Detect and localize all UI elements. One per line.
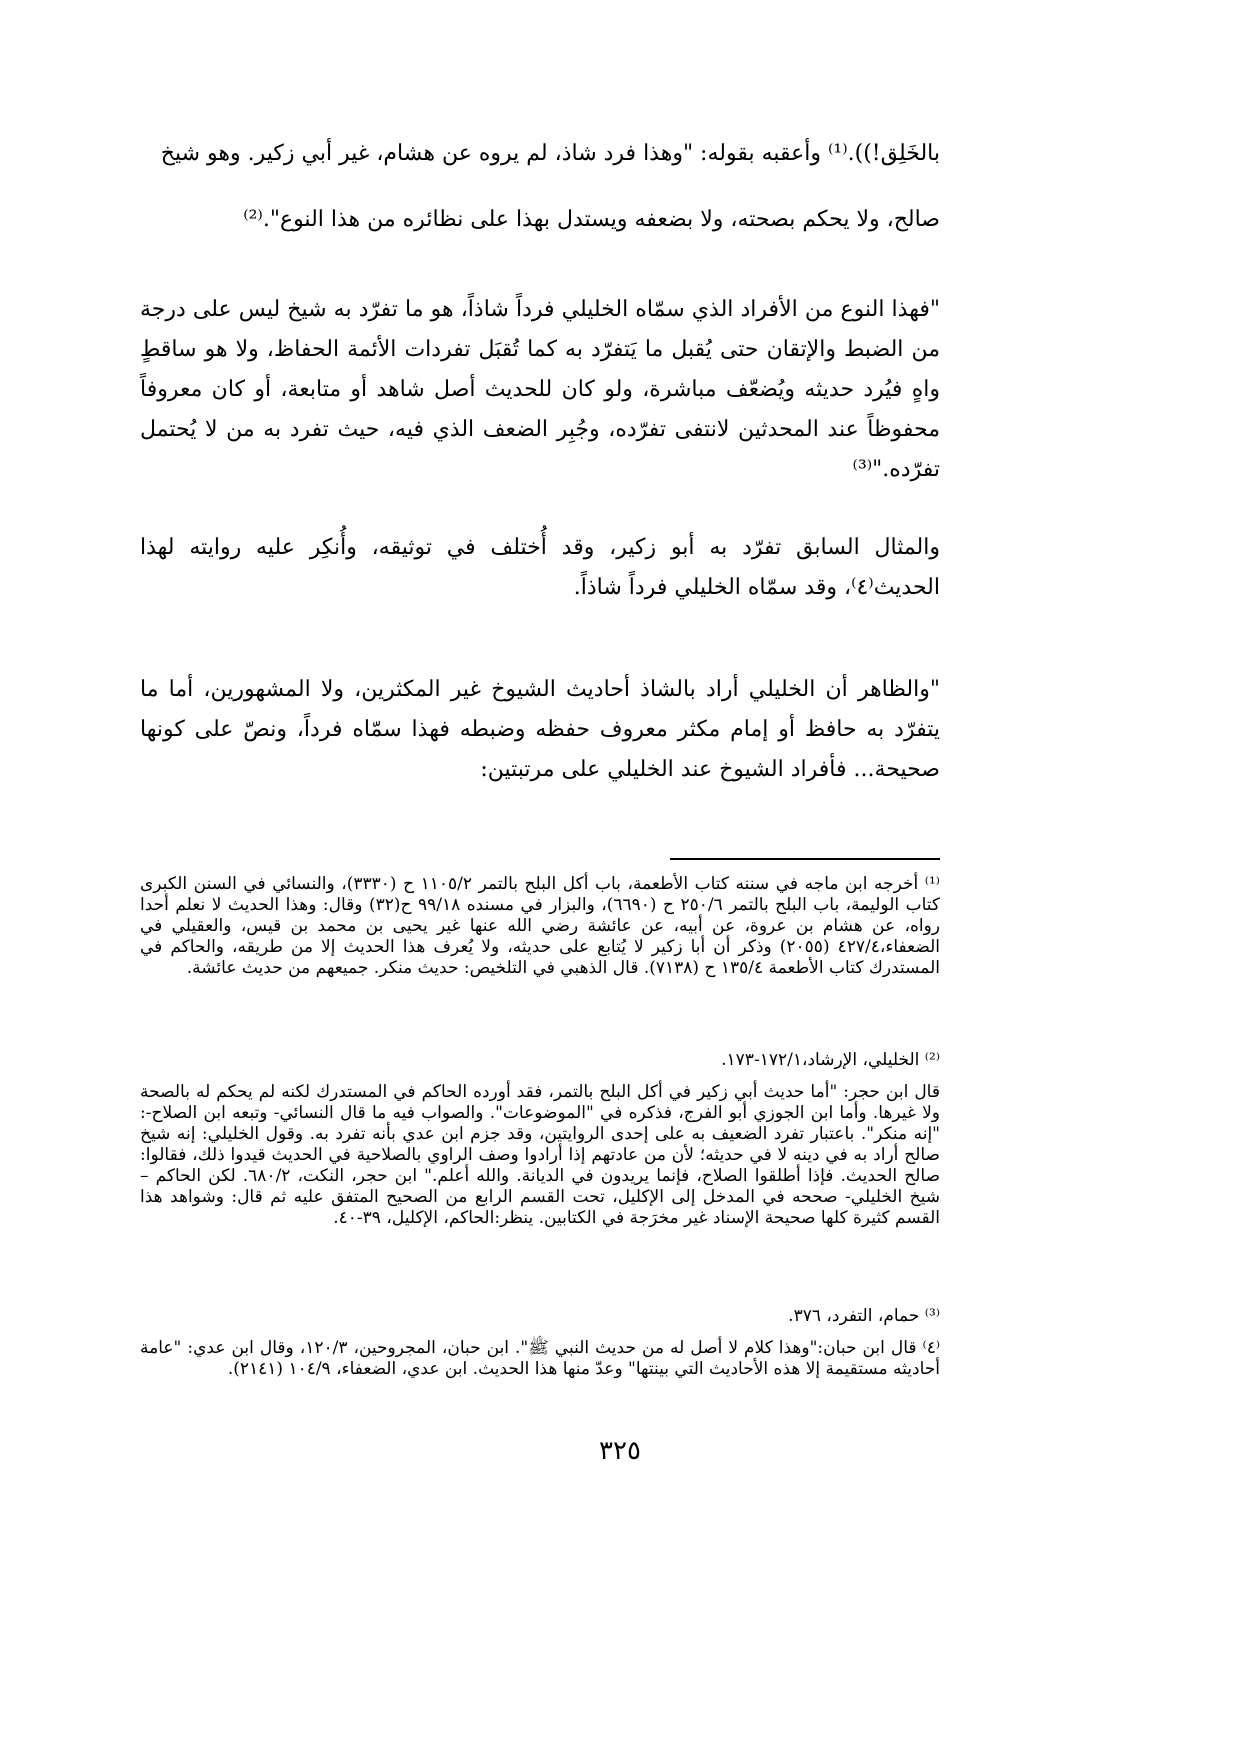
- quote-paragraph-2: "والظاهر أن الخليلي أراد بالشاذ أحاديث الشيوخ غير المكثرين، ولا المشهورين، أما ما يتفرّد به حافظ أو إمام مكثر معروف حفظه وضبطه فهذا سمّاه فرداً، ونصّ على كونها صحيحة... فأفراد الشيوخ عند الخليلي على مرتبتين:: [140, 677, 940, 782]
- quote-paragraph-1: "فهذا النوع من الأفراد الذي سمّاه الخليلي فرداً شاذاً، هو ما تفرّد به شيخ ليس على درجة من الضبط والإتقان حتى يُقبل ما يَتفرّد به كما تُقبَل تفردات الأئمة الحفاظ، ولا هو ساقطٍ واهٍ فيُرد حديثه ويُضعّف مباشرة، ولو كان للحديث أصل شاهد أو متابعة، أو كان معروفاً محفوظاً عند المحدثين لانتفى تفرّده، وجُبِر الضعف الذي فيه، حيث تفرد به من لا يُحتمل تفرّده."⁽³⁾: [140, 297, 940, 482]
- page-number: ٣٢٥: [599, 1436, 641, 1466]
- footnote-4: ⁽٤⁾ قال ابن حبان:"وهذا كلام لا أصل له من حديث النبي ﷺ". ابن حبان، المجروحين، ١٢٠/٣، وقال ابن عدي: "عامة أحاديثه مستقيمة إلا هذه الأحاديث التي بينتها" وعدّ منها هذا الحديث. ابن عدي، الضعفاء، ١٠٤/٩ (٢١٤١).: [140, 1338, 941, 1379]
- footnote-separator: [670, 858, 940, 860]
- footnote-1: ⁽¹⁾ أخرجه ابن ماجه في سننه كتاب الأطعمة، باب أكل البلح بالتمر ١١٠٥/٢ ح (٣٣٣٠)، والنسائي في السنن الكبرى كتاب الوليمة، باب البلح بالتمر ٢٥٠/٦ ح (٦٦٩٠)، والبزار في مسنده ٩٩/١٨ ح(٣٢) وقال: وهذا الحديث لا نعلم أحدا رواه، عن هشام بن عروة، عن أبيه، عن عائشة رضي الله عنها غير يحيى بن محمد بن قيس، والعقيلي في الضعفاء،٤٢٧/٤ (٢٠٥٥) وذكر أن أبا زكير لا يُتابع على حديثه، ولا يُعرف هذا الحديث إلا من طريقه، والحاكم في المستدرك كتاب الأطعمة ١٣٥/٤ ح (٧١٣٨). قال الذهبي في التلخيص: حديث منكر. جميعهم من حديث عائشة.: [140, 874, 940, 978]
- body-line-2: صالح، ولا يحكم بصحته، ولا بضعفه ويستدل بهذا على نظائره من هذا النوع".⁽²⁾: [243, 207, 940, 232]
- footnote-2: ⁽²⁾ الخليلي، الإرشاد،١٧٢/١-١٧٣.: [721, 1050, 940, 1070]
- body-line-1: بالخَلِق!)).⁽¹⁾ وأعقبه بقوله: "وهذا فرد شاذ، لم يروه عن هشام، غير أبي زكير. وهو شيخ: [160, 141, 940, 166]
- footnote-2-continuation: قال ابن حجر: "أما حديث أبي زكير في أكل البلح بالتمر، فقد أورده الحاكم في المستدرك لكنه لم يحكم له بالصحة ولا غيرها. وأما ابن الجوزي أبو الفرج، فذكره في "الموضوعات". والصواب فيه ما قال النسائي- وتبعه ابن الصلاح-: "إنه منكر". باعتبار تفرد الضعيف به على إحدى الروايتين، وقد جزم ابن عدي بأنه تفرد به. وقول الخليلي: إنه شيخ صالح أراد به في دينه لا في حديثه؛ لأن من عادتهم إذا أرادوا وصف الراوي بالصلاحية في الحديث قيدوا ذلك، فقالوا: صالح الحديث. فإذا أطلقوا الصلاح، فإنما يريدون في الديانة. والله أعلم." ابن حجر، النكت، ٦٨٠/٢. لكن الحاكم –شيخ الخليلي- صححه في المدخل إلى الإكليل، تحت القسم الرابع من الصحيح المتفق عليه ثم قال: وشواهد هذا القسم كثيرة كلها صحيحة الإسناد غير مخرَجة في الكتابين. ينظر:الحاكم، الإكليل، ٣٩-٤٠.: [140, 1082, 941, 1228]
- body-paragraph-3: والمثال السابق تفرّد به أبو زكير، وقد أُختلف في توثيقه، وأُنكِر عليه روايته لهذا الحديث⁽٤⁾، وقد سمّاه الخليلي فرداً شاذاً.: [140, 535, 941, 600]
- footnote-3: ⁽³⁾ حمام، التفرد، ٣٧٦.: [788, 1306, 940, 1326]
